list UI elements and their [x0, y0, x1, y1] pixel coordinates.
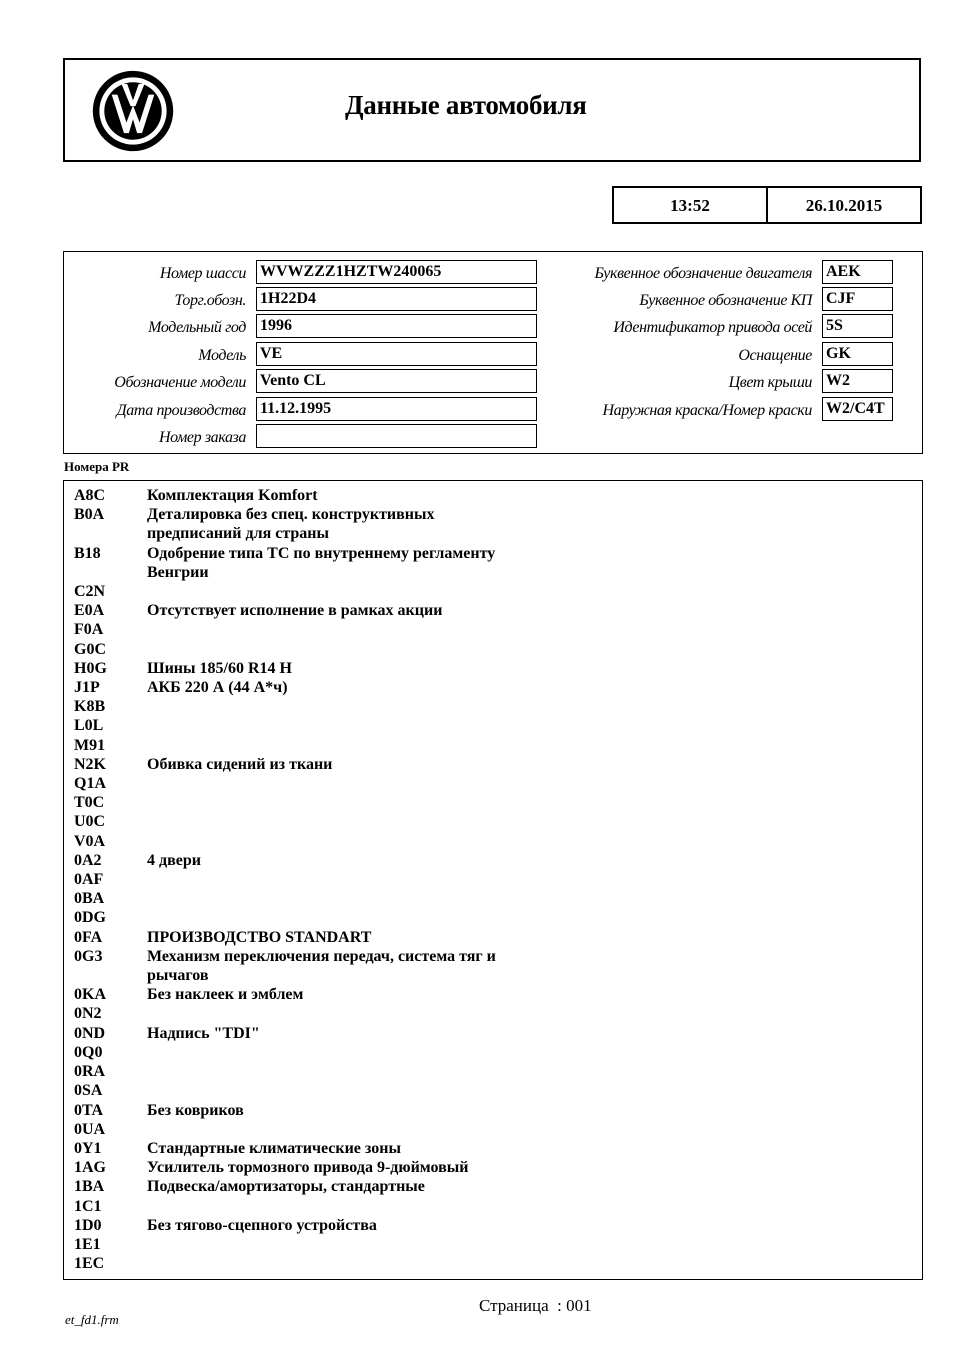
- exterior-paint-value: W2/C4T: [822, 397, 893, 421]
- production-date-label: Дата производства: [116, 402, 246, 419]
- pr-code: B18: [74, 544, 101, 562]
- pr-list: [64, 486, 922, 1273]
- pr-row: [64, 1177, 922, 1196]
- equipment-value: GK: [822, 342, 893, 366]
- pr-description: [147, 793, 507, 812]
- engine-code-label: Буквенное обозначение двигателя: [594, 265, 812, 282]
- production-date-value: 11.12.1995: [256, 397, 537, 421]
- pr-row: [64, 544, 922, 582]
- pr-code: H0G: [74, 659, 107, 677]
- order-number-label: Номер заказа: [158, 429, 246, 446]
- pr-row: [64, 1024, 922, 1043]
- pr-description: Без тягово-сцепного устройства: [147, 1216, 377, 1234]
- pr-code: 0KA: [74, 986, 106, 1004]
- vehicle-data-panel: [63, 251, 923, 454]
- pr-code: M91: [74, 736, 106, 754]
- pr-description: [147, 1004, 507, 1023]
- pr-row: [64, 1081, 922, 1100]
- pr-row: [64, 697, 922, 716]
- pr-row: [64, 1120, 922, 1139]
- pr-description: Надпись "TDI": [147, 1024, 260, 1042]
- form-name: et_fd1.frm: [65, 1312, 119, 1327]
- pr-description: [147, 832, 507, 851]
- pr-description: Подвеска/амортизаторы, стандартные: [147, 1178, 425, 1196]
- pr-code: Q1A: [74, 775, 106, 793]
- pr-row: [64, 985, 922, 1004]
- pr-row: [64, 1062, 922, 1081]
- pr-code: 1C1: [74, 1197, 102, 1215]
- pr-row: [64, 774, 922, 793]
- pr-description: [147, 1254, 507, 1273]
- pr-description: [147, 1081, 507, 1100]
- pr-row: [64, 486, 922, 505]
- print-date: 26.10.2015: [766, 188, 920, 222]
- pr-code: T0C: [74, 794, 105, 812]
- pr-code: 0DG: [74, 909, 106, 927]
- roof-color-label: Цвет крыши: [728, 374, 812, 391]
- pr-code: 0N2: [74, 1005, 102, 1023]
- pr-description: Обивка сидений из ткани: [147, 755, 333, 773]
- pr-code: K8B: [74, 698, 106, 716]
- pr-row: [64, 928, 922, 947]
- pr-code: 0BA: [74, 890, 105, 908]
- axle-drive-id-value: 5S: [822, 314, 893, 338]
- gearbox-code-value: CJF: [822, 287, 893, 311]
- pr-code: 0SA: [74, 1082, 103, 1100]
- sales-type-label: Торг.обозн.: [174, 292, 246, 309]
- pr-description: [147, 812, 507, 831]
- pr-code: 0Y1: [74, 1139, 102, 1157]
- pr-row: [64, 601, 922, 620]
- pr-row: [64, 851, 922, 870]
- pr-code: N2K: [74, 755, 106, 773]
- roof-color-value: W2: [822, 369, 893, 393]
- pr-row: [64, 1216, 922, 1235]
- pr-description: [147, 1120, 507, 1139]
- model-designation-value: Vento CL: [256, 369, 537, 393]
- pr-code: 0FA: [74, 928, 103, 946]
- pr-code: V0A: [74, 832, 106, 850]
- pr-row: [64, 1235, 922, 1254]
- pr-description: [147, 774, 507, 793]
- pr-row: [64, 716, 922, 735]
- pr-code: F0A: [74, 621, 104, 639]
- pr-code: 0UA: [74, 1120, 106, 1138]
- model-year-label: Модельный год: [148, 319, 246, 336]
- pr-row: [64, 1004, 922, 1023]
- pr-code: 0TA: [74, 1101, 104, 1119]
- pr-description: ПРОИЗВОДСТВО STANDART: [147, 928, 372, 946]
- pr-description: [147, 889, 507, 908]
- gearbox-code-label: Буквенное обозначение КП: [639, 292, 812, 309]
- pr-row: [64, 736, 922, 755]
- model-label: Модель: [198, 347, 246, 364]
- pr-code: E0A: [74, 602, 105, 620]
- pr-description: Шины 185/60 R14 H: [147, 659, 292, 677]
- pr-description: [147, 1043, 507, 1062]
- pr-row: [64, 1139, 922, 1158]
- pr-numbers-title: Номера PR: [64, 459, 130, 474]
- equipment-label: Оснащение: [738, 347, 812, 364]
- pr-code: C2N: [74, 583, 106, 601]
- pr-code: J1P: [74, 679, 100, 697]
- pr-code: 1BA: [74, 1178, 105, 1196]
- pr-description: Одобрение типа ТС по внутреннему регламенту Венгрии: [147, 544, 496, 581]
- pr-description: [147, 716, 507, 735]
- page-number: Страница : 001: [479, 1296, 592, 1315]
- pr-description: [147, 1235, 507, 1254]
- pr-code: 0G3: [74, 947, 103, 965]
- pr-code: 1AG: [74, 1159, 106, 1177]
- sales-type-value: 1H22D4: [256, 287, 537, 311]
- page-title: Данные автомобиля: [345, 90, 587, 120]
- pr-description: Без наклеек и эмблем: [147, 986, 304, 1004]
- pr-code: B0A: [74, 506, 105, 524]
- print-time: 13:52: [670, 196, 710, 215]
- pr-code: G0C: [74, 640, 106, 658]
- pr-row: [64, 832, 922, 851]
- pr-description: 4 двери: [147, 851, 201, 869]
- pr-row: [64, 1158, 922, 1177]
- pr-description: Стандартные климатические зоны: [147, 1139, 401, 1157]
- pr-code: 0RA: [74, 1063, 106, 1081]
- pr-row: [64, 620, 922, 639]
- pr-description: [147, 736, 507, 755]
- pr-row: [64, 947, 922, 985]
- pr-row: [64, 659, 922, 678]
- pr-row: [64, 755, 922, 774]
- pr-code: U0C: [74, 813, 106, 831]
- pr-row: [64, 1043, 922, 1062]
- pr-row: [64, 793, 922, 812]
- pr-row: [64, 1197, 922, 1216]
- pr-row: [64, 889, 922, 908]
- pr-description: Усилитель тормозного привода 9-дюймовый: [147, 1159, 469, 1177]
- pr-description: Без ковриков: [147, 1101, 244, 1119]
- pr-row: [64, 1254, 922, 1273]
- pr-description: Деталировка без спец. конструктивных предписаний для страны: [147, 506, 435, 543]
- pr-code: 0AF: [74, 871, 104, 889]
- axle-drive-id-label: Идентификатор привода осей: [613, 319, 812, 336]
- pr-description: АКБ 220 А (44 А*ч): [147, 679, 288, 697]
- pr-row: [64, 505, 922, 543]
- pr-code: 0A2: [74, 851, 102, 869]
- pr-description: [147, 697, 507, 716]
- pr-row: [64, 640, 922, 659]
- pr-code: L0L: [74, 717, 104, 735]
- header-box: [63, 58, 921, 162]
- volkswagen-logo-icon: [92, 70, 174, 152]
- pr-description: [147, 620, 507, 639]
- pr-row: [64, 812, 922, 831]
- pr-numbers-panel: [63, 480, 923, 1280]
- pr-code: 0ND: [74, 1024, 106, 1042]
- pr-description: [147, 870, 507, 889]
- pr-description: [147, 1197, 507, 1216]
- chassis-number-label: Номер шасси: [159, 265, 246, 282]
- pr-code: 1D0: [74, 1216, 102, 1234]
- pr-description: [147, 1062, 507, 1081]
- chassis-number-value: WVWZZZ1HZTW240065: [256, 260, 537, 284]
- pr-code: 0Q0: [74, 1043, 103, 1061]
- pr-row: [64, 870, 922, 889]
- pr-description: Механизм переключения передач, система тяг и рычагов: [147, 947, 496, 985]
- pr-description: [147, 640, 507, 659]
- model-year-value: 1996: [256, 314, 537, 338]
- pr-description: [147, 582, 507, 601]
- datetime-box: [612, 186, 922, 224]
- pr-description: [147, 908, 507, 927]
- exterior-paint-label: Наружная краска/Номер краски: [602, 402, 812, 419]
- model-value: VE: [256, 342, 537, 366]
- engine-code-value: AEK: [822, 260, 893, 284]
- pr-row: [64, 582, 922, 601]
- pr-description: Отсутствует исполнение в рамках акции: [147, 602, 443, 620]
- model-designation-label: Обозначение модели: [114, 374, 246, 391]
- pr-code: A8C: [74, 487, 106, 504]
- order-number-value: [256, 424, 537, 448]
- pr-row: [64, 1101, 922, 1120]
- pr-code: 1EC: [74, 1255, 105, 1273]
- pr-description: Комплектация Komfort: [147, 487, 318, 504]
- pr-row: [64, 678, 922, 697]
- pr-code: 1E1: [74, 1235, 101, 1253]
- pr-row: [64, 908, 922, 927]
